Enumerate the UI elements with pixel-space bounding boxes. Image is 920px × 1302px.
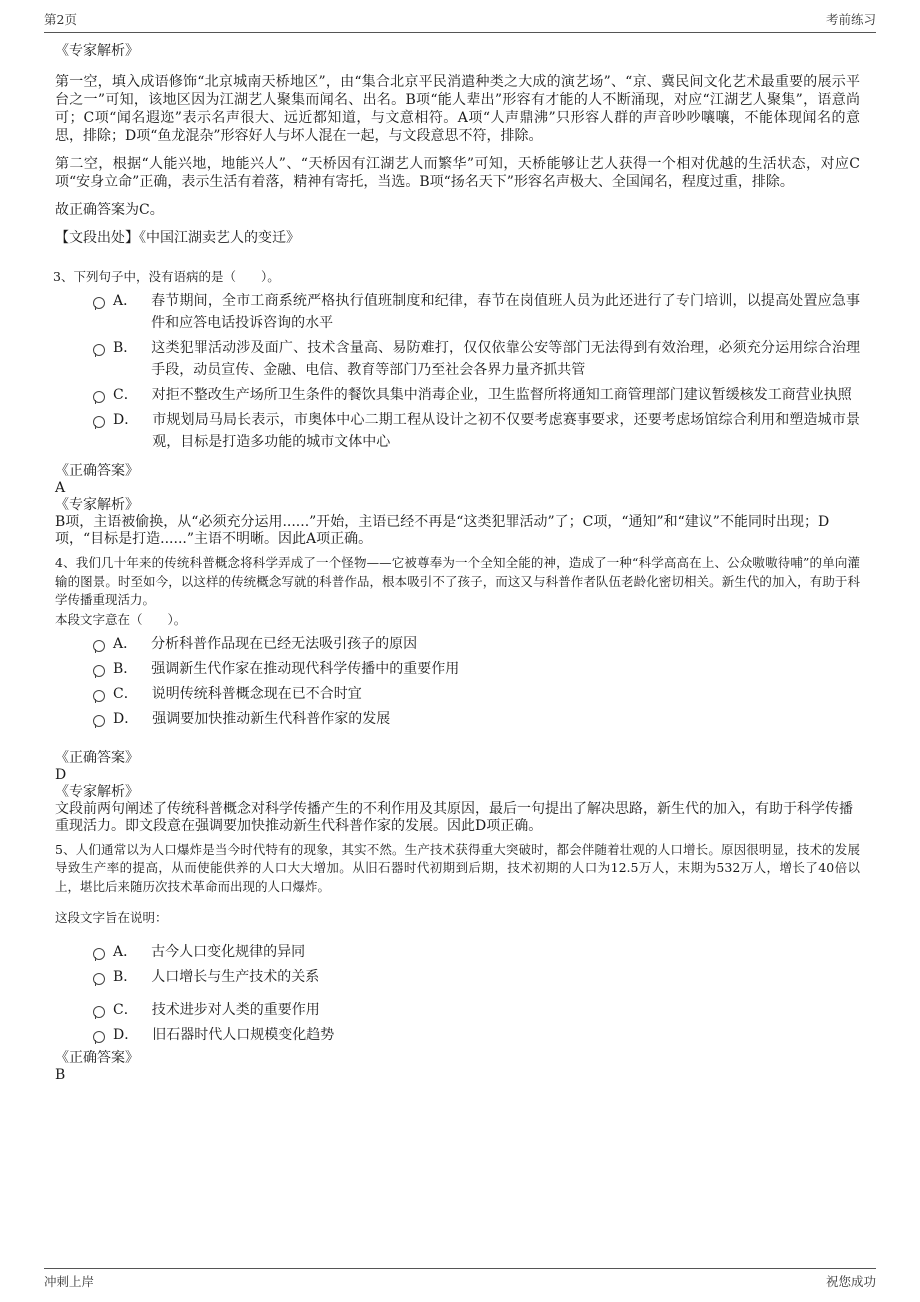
q5-option-a[interactable]: A． 古今人口变化规律的异同 xyxy=(93,941,860,963)
q3-answer-label: 《正确答案》 xyxy=(55,463,139,479)
q5-answer-block xyxy=(55,1050,860,1084)
q4-option-b[interactable]: B． 强调新生代作家在推动现代科学传播中的重要作用 xyxy=(93,658,860,680)
q4-analysis-label: 《专家解析》 xyxy=(55,783,139,800)
page-content xyxy=(55,42,860,1084)
q2-analysis-para1: 第一空，填入成语修饰“北京城南天桥地区”，由“集合北京平民消遣种类之大成的演艺场”、“京、冀民间文化艺术最重要的展示平台之一”可知，该地区因为江湖艺人聚集而闻名、出名。B项“能人辈出”形容有才能的人不断涌现，对应“江湖艺人聚集”，语意尚可；C项“闻名遐迩”表示名声很大、远近都知道，与文意相符。A项“人声鼎沸”只形容人群的声音吵吵嚷嚷，不能体现闻名的意思，排除；D项“鱼龙混杂”形容好人与坏人混在一起，与文段意思不符，排除。 xyxy=(55,74,860,144)
q5-option-c[interactable]: C． 技术进步对人类的重要作用 xyxy=(93,999,860,1021)
q4-option-a[interactable]: A． 分析科普作品现在已经无法吸引孩子的原因 xyxy=(93,633,860,655)
q3-options xyxy=(93,290,860,453)
q3-option-a[interactable]: A． 春节期间，全市工商系统严格执行值班制度和纪律，春节在岗值班人员为此还进行了专门培训，以提高处置应急事件和应答电话投诉咨询的水平 xyxy=(93,290,860,334)
header-title: 考前练习 xyxy=(825,12,876,27)
radio-icon[interactable] xyxy=(93,344,105,356)
radio-icon[interactable] xyxy=(93,1006,105,1018)
radio-icon[interactable] xyxy=(93,391,105,403)
q5-answer: B xyxy=(55,1067,66,1083)
q3-option-c[interactable]: C． 对拒不整改生产场所卫生条件的餐饮具集中消毒企业，卫生监督所将通知工商管理部门建议暂缓核发工商营业执照 xyxy=(93,384,860,406)
footer-left: 冲刺上岸 xyxy=(44,1274,95,1289)
radio-icon[interactable] xyxy=(93,715,105,727)
page-header xyxy=(44,10,876,33)
q4-stem: 4、我们几十年来的传统科普概念将科学弄成了一个怪物——它被尊奉为一个全知全能的神，造成了一种“科学高高在上、公众嗷嗷待哺”的单向灌输的图景。时至如今，以这样的传统概念写就的科普作品，根本吸引不了孩子，而这又与科普作者队伍老龄化密切相关。新生代的加入，有助于科学传播重现活力。 xyxy=(55,555,860,607)
radio-icon[interactable] xyxy=(93,690,105,702)
radio-icon[interactable] xyxy=(93,948,105,960)
radio-icon[interactable] xyxy=(93,416,105,428)
page-footer xyxy=(44,1268,876,1290)
radio-icon[interactable] xyxy=(93,1031,105,1043)
q5-prompt: 这段文字旨在说明： xyxy=(55,910,168,925)
q2-analysis-label: 《专家解析》 xyxy=(55,43,139,59)
q4-options xyxy=(93,633,860,730)
q3-option-d[interactable]: D． 市规划局马局长表示，市奥体中心二期工程从设计之初不仅要考虑赛事要求，还要考虑场馆综合利用和塑造城市景观，目标是打造多功能的城市文体中心 xyxy=(93,409,860,453)
q5-option-d[interactable]: D． 旧石器时代人口规模变化趋势 xyxy=(93,1024,860,1046)
q2-conclusion: 故正确答案为C。 xyxy=(55,202,164,218)
q4-prompt: 本段文字意在（ ）。 xyxy=(55,611,187,627)
q4-answer-block xyxy=(55,750,860,835)
q2-source: 【文段出处】《中国江湖卖艺人的变迁》 xyxy=(55,230,300,246)
q3-answer-block xyxy=(55,463,860,548)
q3-analysis: B项，主语被偷换，从“必须充分运用......”开始，主语已经不再是“这类犯罪活动”了；C项，“通知”和“建议”不能同时出现；D项，“目标是打造......”主语不明晰。因此A项正确。 xyxy=(55,514,830,547)
q3-option-b[interactable]: B． 这类犯罪活动涉及面广、技术含量高、易防难打，仅仅依靠公安等部门无法得到有效治理，必须充分运用综合治理手段，动员宣传、金融、电信、教育等部门乃至社会各界力量齐抓共管 xyxy=(93,337,860,381)
radio-icon[interactable] xyxy=(93,297,105,309)
q4-answer-label: 《正确答案》 xyxy=(55,749,139,766)
q4-option-d[interactable]: D． 强调要加快推动新生代科普作家的发展 xyxy=(93,708,860,730)
q2-analysis-para2: 第二空，根据“人能兴地，地能兴人”、“天桥因有江湖艺人而繁华”可知，天桥能够让艺人获得一个相对优越的生活状态，对应C项“安身立命”正确，表示生活有着落，精神有寄托，当选。B项“扬名天下”形容名声极大、全国闻名，程度过重，排除。 xyxy=(55,156,860,190)
q5-answer-label: 《正确答案》 xyxy=(55,1050,139,1066)
page-number: 第2页 xyxy=(44,12,77,27)
radio-icon[interactable] xyxy=(93,973,105,985)
q3-stem: 3、下列句子中，没有语病的是（ ）。 xyxy=(53,269,280,284)
footer-right: 祝您成功 xyxy=(825,1274,876,1289)
q5-options xyxy=(93,941,860,1046)
radio-icon[interactable] xyxy=(93,665,105,677)
q5-option-b[interactable]: B． 人口增长与生产技术的关系 xyxy=(93,966,860,988)
q4-option-c[interactable]: C． 说明传统科普概念现在已不合时宜 xyxy=(93,683,860,705)
q3-analysis-label: 《专家解析》 xyxy=(55,497,139,513)
q3-answer: A xyxy=(55,480,66,496)
q4-analysis: 文段前两句阐述了传统科普概念对科学传播产生的不利作用及其原因，最后一句提出了解决思路，新生代的加入，有助于科学传播重现活力。即文段意在强调要加快推动新生代科普作家的发展。因此D项正确。 xyxy=(55,800,853,834)
q4-answer: D xyxy=(55,766,67,783)
radio-icon[interactable] xyxy=(93,640,105,652)
q5-stem: 5、人们通常以为人口爆炸是当今时代特有的现象，其实不然。生产技术获得重大突破时，都会伴随着壮观的人口增长。原因很明显，技术的发展导致生产率的提高，从而使能供养的人口大大增加。从旧石器时代初期到后期，技术初期的人口为12.5万人，末期为532万人，增长了40倍以上，堪比后来随历次技术革命而出现的人口爆炸。 xyxy=(55,841,860,894)
